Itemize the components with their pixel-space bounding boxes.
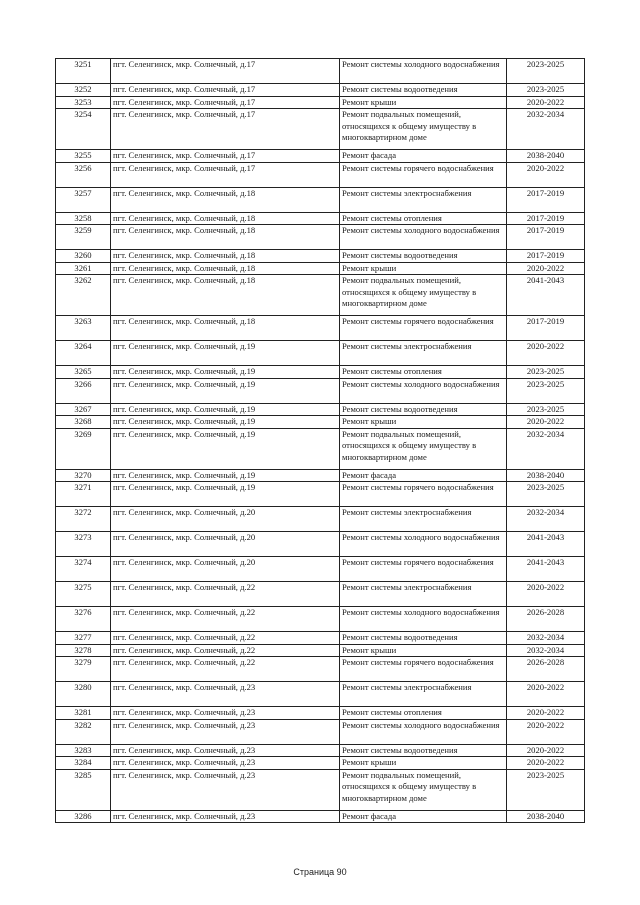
row-number-cell: 3261 — [56, 262, 111, 275]
table-row — [56, 682, 585, 707]
work-type-cell: Ремонт системы холодного водоснабжения — [340, 59, 507, 84]
period-cell: 2017-2019 — [507, 187, 585, 212]
row-number-cell: 3271 — [56, 482, 111, 507]
work-type-cell: Ремонт крыши — [340, 644, 507, 657]
page-footer — [0, 867, 640, 877]
row-number-cell: 3286 — [56, 810, 111, 823]
row-number-cell: 3256 — [56, 162, 111, 187]
table-row — [56, 769, 585, 810]
row-number-cell: 3284 — [56, 757, 111, 770]
table-row — [56, 469, 585, 482]
work-type-cell: Ремонт системы водоотведения — [340, 84, 507, 97]
period-cell: 2023-2025 — [507, 59, 585, 84]
row-number-cell: 3265 — [56, 366, 111, 379]
table-row — [56, 341, 585, 366]
work-type-cell: Ремонт системы горячего водоснабжения — [340, 557, 507, 582]
period-cell: 2032-2034 — [507, 109, 585, 150]
row-number-cell: 3278 — [56, 644, 111, 657]
row-number-cell: 3275 — [56, 582, 111, 607]
period-cell: 2020-2022 — [507, 744, 585, 757]
row-number-cell: 3262 — [56, 275, 111, 316]
period-cell: 2020-2022 — [507, 162, 585, 187]
row-number-cell: 3281 — [56, 707, 111, 720]
address-cell: пгт. Селенгинск, мкр. Солнечный, д.18 — [111, 262, 340, 275]
work-type-cell: Ремонт системы отопления — [340, 366, 507, 379]
row-number-cell: 3266 — [56, 378, 111, 403]
table-row — [56, 378, 585, 403]
table-row — [56, 109, 585, 150]
address-cell: пгт. Селенгинск, мкр. Солнечный, д.17 — [111, 150, 340, 163]
row-number-cell: 3277 — [56, 632, 111, 645]
work-type-cell: Ремонт системы горячего водоснабжения — [340, 162, 507, 187]
work-type-cell: Ремонт системы холодного водоснабжения — [340, 378, 507, 403]
address-cell: пгт. Селенгинск, мкр. Солнечный, д.23 — [111, 707, 340, 720]
work-type-cell: Ремонт подвальных помещений, относящихся к общему имуществу в многоквартирном доме — [340, 109, 507, 150]
work-type-cell: Ремонт системы отопления — [340, 212, 507, 225]
table-row — [56, 582, 585, 607]
work-type-cell: Ремонт системы электроснабжения — [340, 187, 507, 212]
period-cell: 2041-2043 — [507, 532, 585, 557]
work-type-cell: Ремонт системы холодного водоснабжения — [340, 225, 507, 250]
work-type-cell: Ремонт системы водоотведения — [340, 632, 507, 645]
work-type-cell: Ремонт крыши — [340, 416, 507, 429]
table-row — [56, 557, 585, 582]
table-body — [56, 59, 585, 823]
address-cell: пгт. Селенгинск, мкр. Солнечный, д.23 — [111, 769, 340, 810]
work-type-cell: Ремонт системы холодного водоснабжения — [340, 532, 507, 557]
table-row — [56, 262, 585, 275]
row-number-cell: 3259 — [56, 225, 111, 250]
row-number-cell: 3253 — [56, 96, 111, 109]
row-number-cell: 3274 — [56, 557, 111, 582]
period-cell: 2023-2025 — [507, 403, 585, 416]
work-type-cell: Ремонт системы холодного водоснабжения — [340, 607, 507, 632]
address-cell: пгт. Селенгинск, мкр. Солнечный, д.18 — [111, 187, 340, 212]
row-number-cell: 3272 — [56, 507, 111, 532]
period-cell: 2020-2022 — [507, 96, 585, 109]
period-cell: 2020-2022 — [507, 682, 585, 707]
period-cell: 2041-2043 — [507, 557, 585, 582]
table-row — [56, 532, 585, 557]
table-row — [56, 150, 585, 163]
page-number: Страница 90 — [293, 867, 347, 877]
period-cell: 2032-2034 — [507, 644, 585, 657]
address-cell: пгт. Селенгинск, мкр. Солнечный, д.18 — [111, 225, 340, 250]
work-type-cell: Ремонт системы горячего водоснабжения — [340, 316, 507, 341]
address-cell: пгт. Селенгинск, мкр. Солнечный, д.23 — [111, 744, 340, 757]
period-cell: 2023-2025 — [507, 769, 585, 810]
period-cell: 2032-2034 — [507, 507, 585, 532]
table-row — [56, 366, 585, 379]
work-type-cell: Ремонт системы водоотведения — [340, 403, 507, 416]
period-cell: 2026-2028 — [507, 607, 585, 632]
period-cell: 2038-2040 — [507, 150, 585, 163]
repair-schedule-table — [55, 58, 585, 823]
address-cell: пгт. Селенгинск, мкр. Солнечный, д.17 — [111, 96, 340, 109]
work-type-cell: Ремонт крыши — [340, 757, 507, 770]
period-cell: 2017-2019 — [507, 250, 585, 263]
address-cell: пгт. Селенгинск, мкр. Солнечный, д.19 — [111, 482, 340, 507]
address-cell: пгт. Селенгинск, мкр. Солнечный, д.19 — [111, 469, 340, 482]
row-number-cell: 3260 — [56, 250, 111, 263]
period-cell: 2032-2034 — [507, 428, 585, 469]
work-type-cell: Ремонт системы холодного водоснабжения — [340, 719, 507, 744]
row-number-cell: 3257 — [56, 187, 111, 212]
period-cell: 2038-2040 — [507, 810, 585, 823]
row-number-cell: 3270 — [56, 469, 111, 482]
table-row — [56, 96, 585, 109]
period-cell: 2023-2025 — [507, 482, 585, 507]
table-row — [56, 632, 585, 645]
address-cell: пгт. Селенгинск, мкр. Солнечный, д.22 — [111, 644, 340, 657]
work-type-cell: Ремонт фасада — [340, 150, 507, 163]
row-number-cell: 3258 — [56, 212, 111, 225]
work-type-cell: Ремонт подвальных помещений, относящихся к общему имуществу в многоквартирном доме — [340, 275, 507, 316]
table-row — [56, 719, 585, 744]
address-cell: пгт. Селенгинск, мкр. Солнечный, д.17 — [111, 84, 340, 97]
work-type-cell: Ремонт фасада — [340, 469, 507, 482]
row-number-cell: 3276 — [56, 607, 111, 632]
table-row — [56, 275, 585, 316]
period-cell: 2020-2022 — [507, 582, 585, 607]
work-type-cell: Ремонт фасада — [340, 810, 507, 823]
row-number-cell: 3282 — [56, 719, 111, 744]
period-cell: 2032-2034 — [507, 632, 585, 645]
address-cell: пгт. Селенгинск, мкр. Солнечный, д.20 — [111, 557, 340, 582]
period-cell: 2020-2022 — [507, 757, 585, 770]
address-cell: пгт. Селенгинск, мкр. Солнечный, д.19 — [111, 416, 340, 429]
address-cell: пгт. Селенгинск, мкр. Солнечный, д.22 — [111, 657, 340, 682]
period-cell: 2020-2022 — [507, 416, 585, 429]
address-cell: пгт. Селенгинск, мкр. Солнечный, д.23 — [111, 810, 340, 823]
address-cell: пгт. Селенгинск, мкр. Солнечный, д.19 — [111, 341, 340, 366]
period-cell: 2023-2025 — [507, 378, 585, 403]
row-number-cell: 3264 — [56, 341, 111, 366]
work-type-cell: Ремонт системы водоотведения — [340, 250, 507, 263]
table-row — [56, 416, 585, 429]
work-type-cell: Ремонт системы электроснабжения — [340, 507, 507, 532]
table-row — [56, 428, 585, 469]
work-type-cell: Ремонт системы горячего водоснабжения — [340, 657, 507, 682]
period-cell: 2020-2022 — [507, 341, 585, 366]
address-cell: пгт. Селенгинск, мкр. Солнечный, д.22 — [111, 632, 340, 645]
address-cell: пгт. Селенгинск, мкр. Солнечный, д.22 — [111, 607, 340, 632]
period-cell: 2017-2019 — [507, 316, 585, 341]
row-number-cell: 3269 — [56, 428, 111, 469]
work-type-cell: Ремонт системы электроснабжения — [340, 582, 507, 607]
row-number-cell: 3283 — [56, 744, 111, 757]
address-cell: пгт. Селенгинск, мкр. Солнечный, д.23 — [111, 757, 340, 770]
table-row — [56, 59, 585, 84]
period-cell: 2038-2040 — [507, 469, 585, 482]
row-number-cell: 3285 — [56, 769, 111, 810]
address-cell: пгт. Селенгинск, мкр. Солнечный, д.18 — [111, 212, 340, 225]
address-cell: пгт. Селенгинск, мкр. Солнечный, д.19 — [111, 428, 340, 469]
table-row — [56, 657, 585, 682]
table-row — [56, 187, 585, 212]
address-cell: пгт. Селенгинск, мкр. Солнечный, д.18 — [111, 316, 340, 341]
address-cell: пгт. Селенгинск, мкр. Солнечный, д.18 — [111, 250, 340, 263]
period-cell: 2023-2025 — [507, 366, 585, 379]
work-type-cell: Ремонт системы горячего водоснабжения — [340, 482, 507, 507]
address-cell: пгт. Селенгинск, мкр. Солнечный, д.17 — [111, 109, 340, 150]
work-type-cell: Ремонт крыши — [340, 96, 507, 109]
table-row — [56, 707, 585, 720]
row-number-cell: 3263 — [56, 316, 111, 341]
period-cell: 2020-2022 — [507, 707, 585, 720]
period-cell: 2020-2022 — [507, 262, 585, 275]
row-number-cell: 3273 — [56, 532, 111, 557]
period-cell: 2020-2022 — [507, 719, 585, 744]
work-type-cell: Ремонт системы водоотведения — [340, 744, 507, 757]
row-number-cell: 3254 — [56, 109, 111, 150]
address-cell: пгт. Селенгинск, мкр. Солнечный, д.17 — [111, 59, 340, 84]
table-row — [56, 403, 585, 416]
row-number-cell: 3255 — [56, 150, 111, 163]
work-type-cell: Ремонт системы отопления — [340, 707, 507, 720]
period-cell: 2041-2043 — [507, 275, 585, 316]
address-cell: пгт. Селенгинск, мкр. Солнечный, д.20 — [111, 507, 340, 532]
address-cell: пгт. Селенгинск, мкр. Солнечный, д.20 — [111, 532, 340, 557]
table-row — [56, 225, 585, 250]
address-cell: пгт. Селенгинск, мкр. Солнечный, д.22 — [111, 582, 340, 607]
table-row — [56, 316, 585, 341]
row-number-cell: 3268 — [56, 416, 111, 429]
period-cell: 2017-2019 — [507, 225, 585, 250]
row-number-cell: 3251 — [56, 59, 111, 84]
table-row — [56, 644, 585, 657]
address-cell: пгт. Селенгинск, мкр. Солнечный, д.19 — [111, 378, 340, 403]
row-number-cell: 3279 — [56, 657, 111, 682]
address-cell: пгт. Селенгинск, мкр. Солнечный, д.23 — [111, 719, 340, 744]
address-cell: пгт. Селенгинск, мкр. Солнечный, д.19 — [111, 366, 340, 379]
work-type-cell: Ремонт подвальных помещений, относящихся к общему имуществу в многоквартирном доме — [340, 428, 507, 469]
address-cell: пгт. Селенгинск, мкр. Солнечный, д.23 — [111, 682, 340, 707]
table-row — [56, 162, 585, 187]
table-row — [56, 212, 585, 225]
work-type-cell: Ремонт крыши — [340, 262, 507, 275]
row-number-cell: 3280 — [56, 682, 111, 707]
period-cell: 2017-2019 — [507, 212, 585, 225]
address-cell: пгт. Селенгинск, мкр. Солнечный, д.17 — [111, 162, 340, 187]
table-row — [56, 84, 585, 97]
period-cell: 2026-2028 — [507, 657, 585, 682]
row-number-cell: 3267 — [56, 403, 111, 416]
work-type-cell: Ремонт подвальных помещений, относящихся к общему имуществу в многоквартирном доме — [340, 769, 507, 810]
work-type-cell: Ремонт системы электроснабжения — [340, 682, 507, 707]
period-cell: 2023-2025 — [507, 84, 585, 97]
table-row — [56, 250, 585, 263]
address-cell: пгт. Селенгинск, мкр. Солнечный, д.19 — [111, 403, 340, 416]
table-row — [56, 482, 585, 507]
work-type-cell: Ремонт системы электроснабжения — [340, 341, 507, 366]
table-row — [56, 744, 585, 757]
table-row — [56, 507, 585, 532]
table-row — [56, 757, 585, 770]
row-number-cell: 3252 — [56, 84, 111, 97]
address-cell: пгт. Селенгинск, мкр. Солнечный, д.18 — [111, 275, 340, 316]
table-row — [56, 607, 585, 632]
table-row — [56, 810, 585, 823]
